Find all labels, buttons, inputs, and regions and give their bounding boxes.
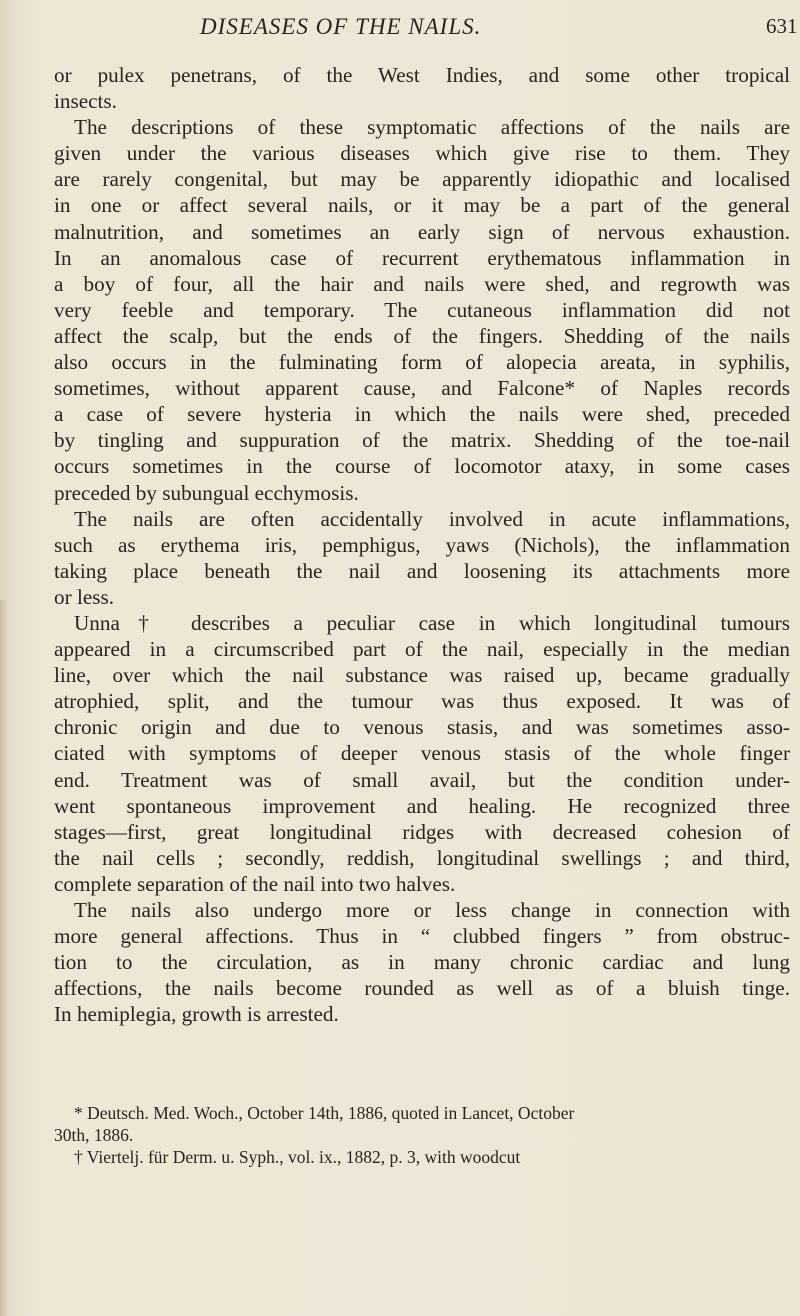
text-line: a case of severe hysteria in which the nails were shed, preceded — [54, 402, 790, 427]
text-line: complete separation of the nail into two halves. — [54, 871, 456, 896]
text-line: tion to the circulation, as in many chronic cardiac and lung — [54, 950, 790, 975]
text-line: went spontaneous improvement and healing. He recognized three — [54, 793, 790, 818]
binding-shadow — [0, 600, 8, 1316]
text-line: also occurs in the fulminating form of alopecia areata, in syphilis, — [54, 350, 790, 375]
text-line: occurs sometimes in the course of locomotor ataxy, in some cases — [54, 454, 790, 479]
footnotes — [54, 1102, 790, 1168]
text-line: In hemiplegia, growth is arrested. — [54, 1002, 339, 1027]
text-line: stages—first, great longitudinal ridges with decreased cohesion of — [54, 819, 790, 844]
text-line: given under the various diseases which give rise to them. They — [54, 141, 790, 166]
text-line: chronic origin and due to venous stasis, and was sometimes asso- — [54, 715, 790, 740]
running-head — [0, 14, 800, 44]
text-line: atrophied, split, and the tumour was thus exposed. It was of — [54, 689, 790, 714]
text-line: In an anomalous case of recurrent erythematous inflammation in — [54, 245, 790, 270]
text-line: line, over which the nail substance was raised up, became gradually — [54, 663, 790, 688]
text-line: by tingling and suppuration of the matrix. Shedding of the toe-nail — [54, 428, 790, 453]
text-line: affections, the nails become rounded as well as of a bluish tinge. — [54, 976, 790, 1001]
text-line: such as erythema iris, pemphigus, yaws (Nichols), the inflammation — [54, 532, 790, 557]
paragraph-start: The nails are often accidentally involved in acute inflammations, — [74, 506, 790, 531]
text-line: very feeble and temporary. The cutaneous inflammation did not — [54, 297, 790, 322]
footnote: * Deutsch. Med. Woch., October 14th, 1886, quoted in Lancet, October — [74, 1103, 575, 1123]
text-line: the nail cells ; secondly, reddish, longitudinal swellings ; and third, — [54, 845, 790, 870]
text-line: more general affections. Thus in “ clubbed fingers ” from obstruc- — [54, 924, 790, 949]
text-line: in one or affect several nails, or it may be a part of the general — [54, 193, 790, 218]
paragraph-start: The descriptions of these symptomatic affections of the nails are — [74, 115, 790, 140]
text-line: sometimes, without apparent cause, and Falcone* of Naples records — [54, 376, 790, 401]
text-line: a boy of four, all the hair and nails were shed, and regrowth was — [54, 271, 790, 296]
text-line: malnutrition, and sometimes an early sign of nervous exhaustion. — [54, 219, 790, 244]
paragraph-start: Unna† describes a peculiar case in which longitudinal tumours — [74, 610, 790, 635]
text-line: insects. — [54, 89, 117, 114]
text-line: are rarely congenital, but may be apparently idiopathic and localised — [54, 167, 790, 192]
paragraph-start: The nails also undergo more or less change in connection with — [74, 898, 790, 922]
text-line: end. Treatment was of small avail, but the condition under- — [54, 767, 790, 792]
text-line: taking place beneath the nail and loosening its attachments more — [54, 558, 790, 583]
text-line: appeared in a circumscribed part of the nail, especially in the median — [54, 637, 790, 662]
body-text — [54, 62, 790, 1027]
text-line: or pulex penetrans, of the West Indies, and some other tropical — [54, 63, 790, 87]
page-number: 631 — [766, 14, 798, 38]
text-line: or less. — [54, 584, 115, 609]
text-line: preceded by subungual ecchymosis. — [54, 480, 359, 505]
footnote: 30th, 1886. — [54, 1125, 134, 1145]
text-line: ciated with symptoms of deeper venous stasis of the whole finger — [54, 741, 790, 766]
footnote: † Viertelj. für Derm. u. Syph., vol. ix., 1882, p. 3, with woodcut — [74, 1147, 521, 1167]
text-line: affect the scalp, but the ends of the fingers. Shedding of the nails — [54, 323, 790, 348]
running-title: DISEASES OF THE NAILS. — [200, 14, 482, 39]
